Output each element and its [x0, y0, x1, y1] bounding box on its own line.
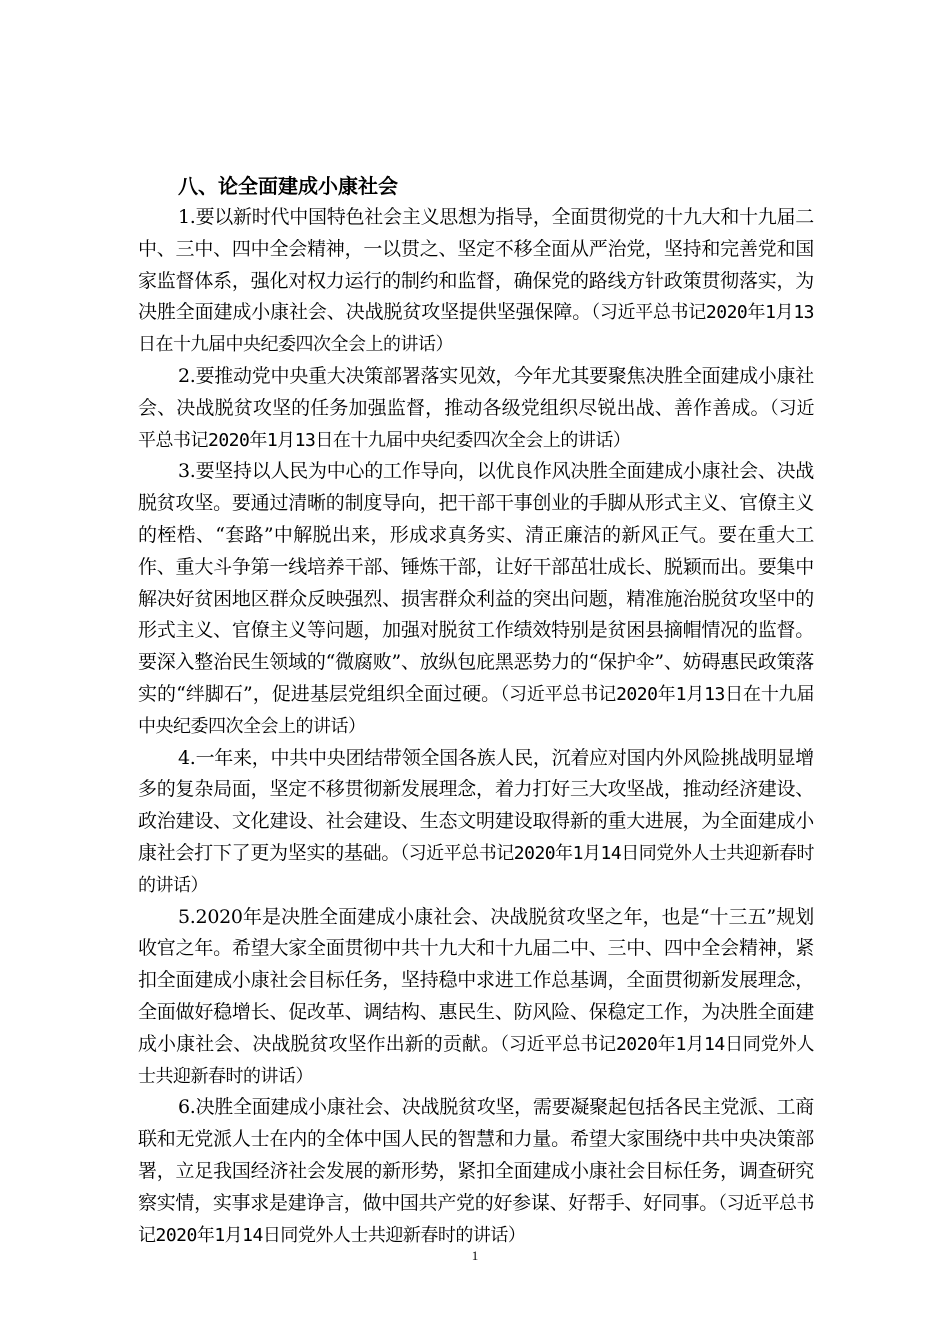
paragraph-text: 5.2020年是决胜全面建成小康社会、决战脱贫攻坚之年，也是“十三五”规划收官之年。希望大家全面贯彻中共十九大和十九届二中、三中、四中全会精神，紧扣全面建成小康社会目标任务，坚持稳中求进工作总基调，全面贯彻新发展理念，全面做好稳增长、促改革、调结构、惠民生、防风险、保稳定工作，为决胜全面建成小康社会、决战脱贫攻坚作出新的贡献。: [138, 905, 814, 1055]
document-body: [138, 170, 814, 1251]
paragraph-4: [138, 743, 814, 902]
paragraph-1: [138, 202, 814, 361]
paragraph-2: [138, 361, 814, 456]
paragraph-citation: （习近平总书记2020年1月14日同党外人士共迎新春时的讲话）: [138, 1192, 815, 1246]
paragraph-text: 6.决胜全面建成小康社会、决战脱贫攻坚，需要凝聚起包括各民主党派、工商联和无党派人士在内的全体中国人民的智慧和力量。希望大家围绕中共中央决策部署，立足我国经济社会发展的新形势，紧扣全面建成小康社会目标任务，调查研究察实情，实事求是建诤言，做中国共产党的好参谋、好帮手、好同事。: [138, 1096, 814, 1214]
paragraph-3: [138, 456, 814, 742]
paragraph-citation: （习近平总书记2020年1月13日在十九届中央纪委四次全会上的讲话）: [138, 302, 815, 356]
page-number: 1: [471, 1248, 479, 1263]
paragraph-text: 2.要推动党中央重大决策部署落实见效，今年尤其要聚焦决胜全面建成小康社会、决战脱贫攻坚的任务加强监督，推动各级党组织尽锐出战、善作善成。: [138, 364, 814, 419]
paragraph-citation: （习近平总书记2020年1月14日同党外人士共迎新春时的讲话）: [138, 842, 814, 896]
paragraph-citation: （习近平总书记2020年1月14日同党外人士共迎新春时的讲话）: [138, 1033, 814, 1087]
paragraph-text: 1.要以新时代中国特色社会主义思想为指导，全面贯彻党的十九大和十九届二中、三中、四中全会精神，一以贯之、坚定不移全面从严治党，坚持和完善党和国家监督体系，强化对权力运行的制约和监督，确保党的路线方针政策贯彻落实，为决胜全面建成小康社会、决战脱贫攻坚提供坚强保障。: [138, 206, 814, 324]
paragraph-5: [138, 902, 814, 1093]
paragraph-text: 3.要坚持以人民为中心的工作导向，以优良作风决胜全面建成小康社会、决战脱贫攻坚。要通过清晰的制度导向，把干部干事创业的手脚从形式主义、官僚主义的桎梏、“套路”中解脱出来，形成求真务实、清正廉洁的新风正气。要在重大工作、重大斗争第一线培养干部、锤炼干部，让好干部茁壮成长、脱颖而出。要集中解决好贫困地区群众反映强烈、损害群众利益的突出问题，精准施治脱贫攻坚中的形式主义、官僚主义等问题，加强对脱贫工作绩效特别是贫困县摘帽情况的监督。要深入整治民生领域的“微腐败”、放纵包庇黑恶势力的“保护伞”、妨碍惠民政策落实的“绊脚石”，促进基层党组织全面过硬。: [138, 460, 814, 705]
paragraph-citation: （习近平总书记2020年1月13日在十九届中央纪委四次全会上的讲话）: [138, 397, 815, 451]
paragraph-citation: （习近平总书记2020年1月13日在十九届中央纪委四次全会上的讲话）: [138, 683, 814, 737]
paragraph-6: [138, 1092, 814, 1251]
section-heading: 八、论全面建成小康社会: [178, 174, 398, 198]
paragraph-text: 4.一年来，中共中央团结带领全国各族人民，沉着应对国内外风险挑战明显增多的复杂局面，坚定不移贯彻新发展理念，着力打好三大攻坚战，推动经济建设、政治建设、文化建设、社会建设、生态文明建设取得新的重大进展，为全面建成小康社会打下了更为坚实的基础。: [138, 746, 814, 864]
